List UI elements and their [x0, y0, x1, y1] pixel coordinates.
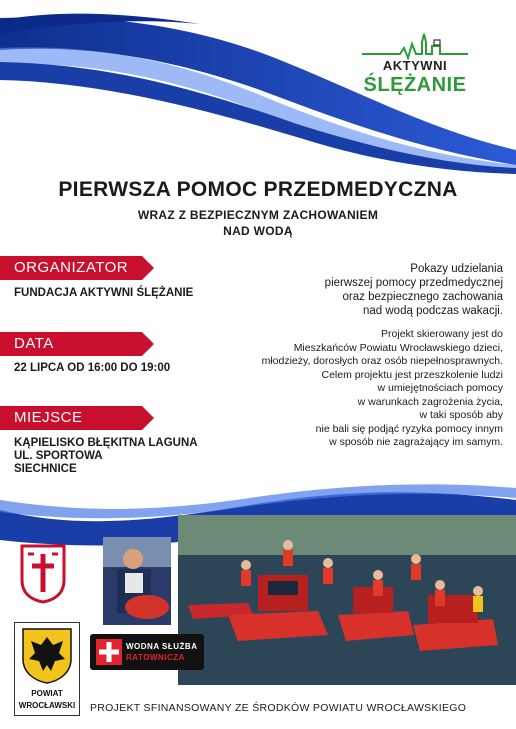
subtitle-line2: NAD WODĄ — [223, 224, 293, 238]
desc-p2-line: młodzieży, dorosłych oraz osób niepełnosprawnych. — [261, 355, 503, 367]
wodna-sluzba-ratownicza-badge — [90, 634, 204, 670]
powiat-line2: WROCŁAWSKI — [18, 701, 76, 710]
organizer-label: ORGANIZATOR — [0, 256, 142, 280]
page-subtitle — [0, 207, 516, 239]
logo-line2: ŚLĘŻANIE — [363, 74, 467, 96]
desc-p2-line: Celem projektu jest przeszkolenie ludzi — [321, 368, 503, 381]
organizer-value: FUNDACJA AKTYWNI ŚLĘŻANIE — [14, 287, 194, 299]
wsr-line2: RATOWNICZA — [126, 653, 185, 662]
desc-p2-line: w taki sposób aby — [419, 409, 503, 421]
desc-p2-line: nie bali się podjąć ryzyka pomocy innym — [315, 422, 503, 435]
logo-line1: AKTYWNI — [382, 58, 448, 73]
date-label: DATA — [0, 332, 142, 356]
desc-p2-line: Projekt skierowany jest do — [381, 328, 503, 340]
description-body — [250, 328, 503, 450]
eagle-crest-icon — [15, 623, 79, 687]
place-line1: KĄPIELISKO BŁĘKITNA LAGUNA — [14, 437, 198, 449]
wsr-line1: WODNA SŁUŻBA — [126, 642, 198, 651]
desc-p2-line: w warunkach zagrożenia życia, — [357, 395, 503, 408]
aktywni-slezanie-logo — [355, 30, 475, 110]
subtitle-line1: WRAZ Z BEZPIECZNYM ZACHOWANIEM — [137, 208, 379, 222]
desc-p2-line: Mieszkańców Powiatu Wrocławskiego dzieci, — [293, 341, 503, 354]
footer-funding-note: PROJEKT SFINANSOWANY ZE ŚRODKÓW POWIATU WROCŁAWSKIEGO — [90, 702, 467, 714]
powiat-line1: POWIAT — [31, 689, 63, 698]
church-skyline-icon — [360, 32, 470, 60]
place-label: MIEJSCE — [0, 406, 142, 430]
lifeguard-photo — [103, 537, 171, 625]
rescue-boats-photo — [178, 515, 516, 685]
desc-p1-line: oraz bezpiecznego zachowania — [342, 291, 503, 303]
desc-p1-line: Pokazy udzielania — [410, 263, 503, 275]
desc-p1-line: pierwszej pomocy przedmedycznej — [324, 277, 503, 289]
place-line2: UL. SPORTOWA — [14, 450, 103, 462]
wsr-cross-icon — [94, 637, 124, 667]
powiat-wroclawski-badge — [14, 622, 80, 716]
desc-p2-line: w sposób nie zagrażający im samym. — [329, 436, 503, 448]
desc-p2-line: w umiejętnościach pomocy — [377, 382, 503, 394]
desc-p1-line: nad wodą podczas wakacji. — [363, 305, 503, 317]
description-intro — [250, 262, 503, 318]
siechnice-crest-icon — [20, 544, 66, 604]
page-title: PIERWSZA POMOC PRZEDMEDYCZNA — [58, 178, 458, 201]
place-line3: SIECHNICE — [14, 463, 77, 475]
date-value: 22 LIPCA OD 16:00 DO 19:00 — [14, 362, 171, 374]
